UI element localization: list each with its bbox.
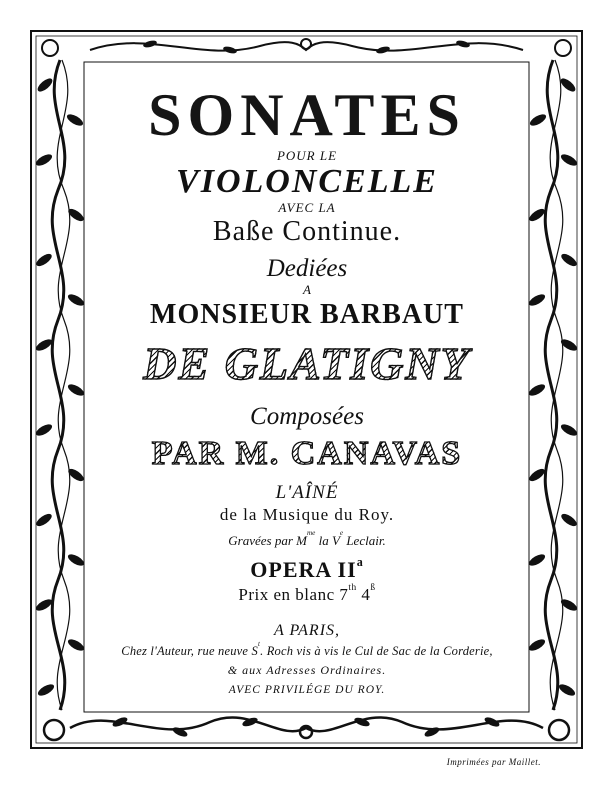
musique-text: de la Musique du Roy. <box>219 505 395 524</box>
address-sup: t <box>257 641 261 648</box>
engraver-sup2: e <box>339 529 344 537</box>
address-line <box>92 642 522 661</box>
dedicatee-surname: DE GLATIGNY <box>92 336 522 392</box>
composees-text: Composées <box>250 403 364 430</box>
engraver-sup1: me <box>307 529 316 537</box>
opus-line <box>92 556 522 584</box>
title-text-block <box>92 70 522 700</box>
pour-le-text: POUR LE <box>276 148 338 163</box>
price-suffix: 4 <box>356 585 371 604</box>
instrument-title: VIOLONCELLE <box>176 163 438 200</box>
adresses-text: & aux Adresses Ordinaires. <box>227 663 387 677</box>
a-text: A <box>303 282 311 297</box>
composer-name: PAR M. CANAVAS <box>92 432 522 476</box>
engraver-prefix: Gravées par M <box>228 533 308 548</box>
avec-la-text: AVEC LA <box>278 200 336 215</box>
engraver-suffix: Leclair. <box>343 533 386 548</box>
engraver-mid: la V <box>315 533 340 548</box>
price-text: Prix en blanc 7 <box>238 585 349 604</box>
main-title: SONATES <box>148 82 466 148</box>
price-sup2: ß <box>370 583 376 593</box>
dediees-text: Dediées <box>266 255 348 282</box>
printer-credit: Imprimées par Maillet. <box>446 757 541 767</box>
opus-sup: a <box>356 555 364 569</box>
privilege-text: AVEC PRIVILÉGE DU ROY. <box>228 684 386 696</box>
place-text: A PARIS, <box>273 622 341 639</box>
basse-continue-text: Baße Continue. <box>212 216 402 247</box>
address-suffix: . Roch vis à vis le Cul de Sac de la Corderie, <box>260 644 493 658</box>
price-line <box>92 584 522 606</box>
address-prefix: Chez l'Auteur, rue neuve S <box>121 644 258 658</box>
engraver-line <box>92 530 522 552</box>
aine-text: L'AÎNÉ <box>275 482 339 503</box>
dedicatee-name: MONSIEUR BARBAUT <box>150 299 464 330</box>
opus-number: OPERA II <box>250 557 357 582</box>
price-sup: th <box>348 583 357 593</box>
